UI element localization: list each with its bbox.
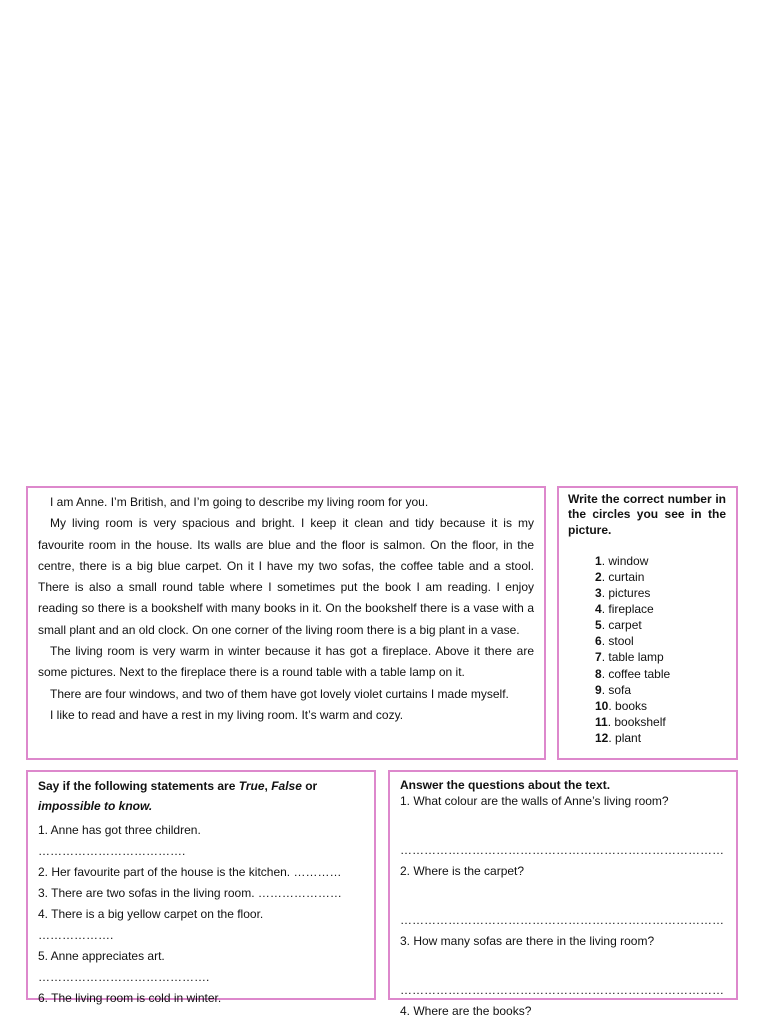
answer-line: ……………………………………………………………………… (400, 843, 724, 857)
vocabulary-item (595, 617, 726, 633)
answer-line: ……………………………………………………………………… (400, 983, 724, 997)
vocabulary-word: . stool (601, 634, 634, 649)
vocabulary-item (595, 585, 726, 601)
comma: , (264, 779, 272, 793)
vocabulary-number: 7 (595, 650, 602, 665)
impossible-word: impossible to know. (38, 799, 153, 813)
vocabulary-item (595, 553, 726, 569)
statement-line: 5. Anne appreciates art. (38, 949, 165, 963)
vocabulary-word: . carpet (601, 618, 642, 633)
vocabulary-number: 9 (595, 682, 602, 697)
statement-line: 1. Anne has got three children. (38, 823, 201, 837)
statement-line: 6. The living room is cold in winter. (38, 991, 222, 1005)
vocabulary-item (595, 730, 726, 746)
question-line: 1. What colour are the walls of Anne’s living room? (400, 794, 669, 808)
statement-line: 2. Her favourite part of the house is the kitchen. ………… (38, 865, 342, 879)
vocabulary-word: . bookshelf (607, 714, 666, 729)
vocabulary-number: 5 (595, 618, 602, 633)
vocabulary-word: . fireplace (601, 602, 654, 617)
reading-paragraph: There are four windows, and two of them have got lovely violet curtains I made myself. (50, 686, 509, 701)
statement-line: 4. There is a big yellow carpet on the floor. (38, 907, 264, 921)
vocabulary-word: . coffee table (601, 666, 671, 681)
question-line: 2. Where is the carpet? (400, 864, 525, 878)
true-word: True (238, 779, 265, 793)
or-word: or (301, 779, 318, 793)
vocabulary-word: . curtain (601, 569, 645, 584)
question-line: 4. Where are the books? (400, 1004, 532, 1018)
vocabulary-number: 11 (595, 714, 608, 729)
vocabulary-number: 2 (595, 569, 602, 584)
true-false-instruction (38, 776, 364, 816)
vocabulary-item (595, 698, 726, 714)
answer-line: ……………………………………………………………………… (400, 913, 724, 927)
instruction-text: Say if the following statements are (38, 779, 239, 793)
vocabulary-number: 4 (595, 602, 602, 617)
vocabulary-number: 12 (595, 730, 609, 745)
vocabulary-number: 8 (595, 666, 602, 681)
vocabulary-item (595, 666, 726, 682)
statement-line: 3. There are two sofas in the living room. ………………… (38, 886, 342, 900)
questions-box (388, 770, 738, 1018)
vocabulary-item (595, 633, 726, 649)
vocabulary-item (595, 682, 726, 698)
vocabulary-word: . window (601, 553, 649, 568)
reading-paragraph: I like to read and have a rest in my living room. It’s warm and cozy. (50, 707, 404, 722)
vocabulary-word: . plant (608, 730, 642, 745)
reading-text-box (26, 486, 546, 760)
vocabulary-number: 6 (595, 634, 602, 649)
true-false-box (26, 770, 376, 1005)
vocabulary-word: . table lamp (601, 650, 664, 665)
answer-blank: ……………………………………. (38, 970, 210, 984)
false-word: False (271, 779, 302, 793)
reading-paragraph: My living room is very spacious and bright. I keep it clean and tidy because it is my favourite room in the house. Its walls are blue and the floor is salmon. On the floor, in the centre, there is a big blue carpet. On it I have my two sofas, the coffee table and a stool. There is also a small round table where I sometimes put the book I am reading. I enjoy reading so there is a bookshelf with many books in it. On the bookshelf there is a vase with a small plant and an old clock. On one corner of the living room there is a big plant in a vase. (38, 516, 534, 637)
vocabulary-instruction: Write the correct number in the circles you see in the picture. (568, 492, 726, 537)
vocabulary-number: 10 (595, 698, 609, 713)
vocabulary-number: 3 (595, 586, 602, 601)
answer-blank: ………………………………. (38, 844, 186, 858)
vocabulary-word: . sofa (601, 682, 632, 697)
reading-paragraph: The living room is very warm in winter because it has got a fireplace. Above it there are some pictures. Next to the fireplace there is a round table with a table lamp on it. (38, 644, 534, 680)
vocabulary-item (595, 601, 726, 617)
question-line: 3. How many sofas are there in the living room? (400, 934, 655, 948)
vocabulary-word: . books (608, 698, 648, 713)
answer-blank: ………………. (38, 928, 114, 942)
questions-instruction: Answer the questions about the text. (400, 778, 611, 792)
vocabulary-item (595, 569, 726, 585)
vocabulary-word: . pictures (601, 586, 651, 601)
vocabulary-list (568, 553, 726, 746)
vocabulary-box (557, 486, 738, 760)
vocabulary-item (595, 649, 726, 665)
vocabulary-number: 1 (595, 553, 602, 568)
vocabulary-item (595, 714, 726, 730)
reading-paragraph: I am Anne. I’m British, and I’m going to describe my living room for you. (50, 495, 429, 509)
